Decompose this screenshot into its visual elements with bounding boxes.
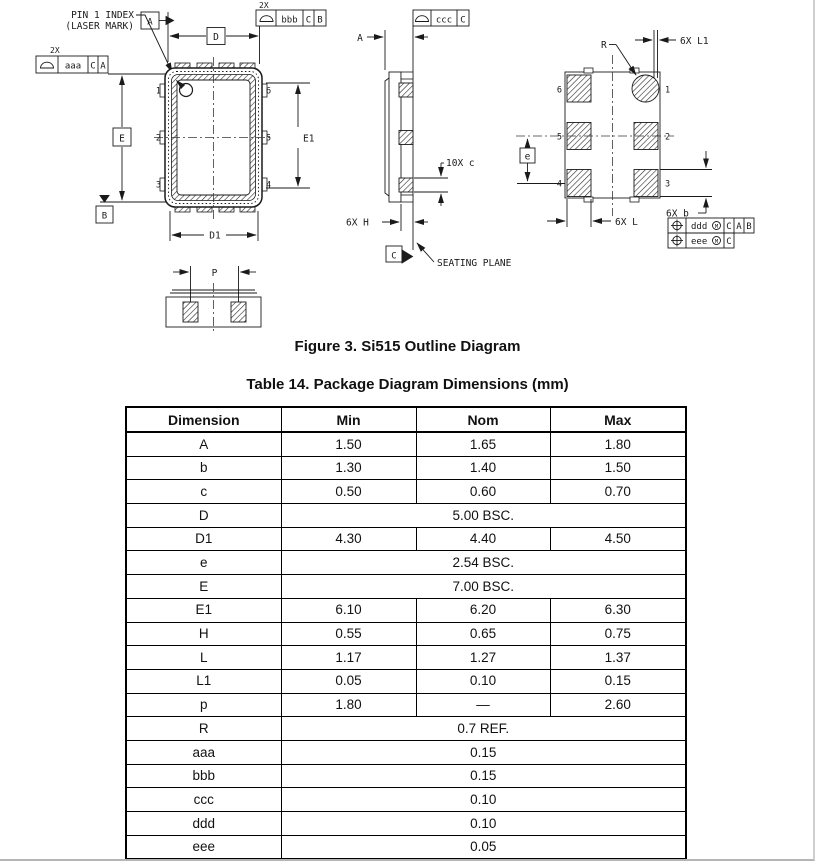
table-row: L1 0.05 0.10 0.15 (126, 669, 686, 693)
fcf-ddd-ref2: A (736, 222, 742, 232)
outline-diagram (0, 0, 815, 340)
mmc-m: M (714, 224, 719, 230)
dim-r-label: R (601, 40, 607, 51)
table-row: p 1.80 — 2.60 (126, 693, 686, 717)
datum-a-label: A (147, 17, 153, 28)
pin-number: 2 (155, 133, 161, 144)
mmc-m: M (714, 239, 719, 245)
datum-b-arrow (100, 196, 109, 203)
pin-number: 4 (556, 179, 562, 190)
pad (567, 170, 591, 197)
fcf-ccc-ref1: C (460, 15, 466, 26)
dim-h-label: 6X H (346, 217, 369, 229)
pin-number: 3 (155, 180, 161, 191)
fcf-eee-frame (668, 233, 734, 248)
fcf-eee-ref1: C (726, 237, 732, 247)
table-row: D 5.00 BSC. (126, 504, 686, 528)
dimensions-table (125, 406, 687, 860)
profile-symbol-icon (41, 62, 54, 68)
table-row: bbb 0.15 (126, 764, 686, 788)
table-row: e 2.54 BSC. (126, 551, 686, 575)
profile-symbol-icon (416, 16, 429, 22)
fcf-aaa-ref2: A (100, 61, 106, 72)
front-pad (183, 302, 198, 322)
table-header-row (126, 407, 686, 432)
table-row: A 1.50 1.65 1.80 (126, 432, 686, 456)
bottom-view (516, 30, 754, 248)
fcf-ddd-tol: ddd (691, 222, 708, 232)
front-view (166, 266, 261, 333)
fcf-ddd-ref3: B (746, 222, 752, 232)
dim-l1-label: 6X L1 (680, 36, 709, 47)
col-header-nom: Nom (416, 407, 550, 432)
pin-number: 6 (266, 86, 272, 97)
seating-plane-label: SEATING PLANE (437, 258, 512, 269)
table-row: eee 0.05 (126, 835, 686, 859)
datum-a-arrow (166, 17, 174, 25)
dim-a-label: A (357, 33, 363, 44)
side-pad (399, 178, 413, 192)
pin-number: 1 (155, 86, 161, 97)
pin-number: 1 (665, 85, 671, 96)
table-row: b 1.30 1.40 1.50 (126, 456, 686, 480)
fcf-ddd-frame (668, 218, 754, 233)
front-pad (231, 302, 246, 322)
table-row: aaa 0.15 (126, 740, 686, 764)
fcf-bbb-ref2: B (317, 15, 323, 26)
dim-c-label: 10X c (446, 158, 475, 169)
fcf-ddd-ref1: C (726, 222, 732, 232)
dim-p-label: P (211, 268, 218, 279)
pin-number: 3 (665, 179, 671, 190)
pad (634, 170, 658, 197)
qty-2x-bbb: 2X (259, 1, 269, 10)
fcf-bbb-ref1: C (305, 15, 312, 26)
dim-b-label: 6X b (666, 208, 689, 220)
fcf-aaa-tol: aaa (64, 61, 82, 72)
pin1-note2: (LASER MARK) (65, 21, 134, 32)
table-row: D1 4.30 4.40 4.50 (126, 527, 686, 551)
fcf-aaa-ref1: C (90, 61, 96, 72)
datum-c-label: C (391, 251, 397, 262)
pin-number: 5 (556, 132, 562, 143)
dim-e1-label: E1 (303, 133, 315, 145)
qty-2x-aaa: 2X (50, 46, 60, 55)
datum-c-arrow (402, 250, 413, 263)
table-row: ccc 0.10 (126, 788, 686, 812)
pin1-note: PIN 1 INDEX (71, 10, 134, 21)
table-row: L 1.17 1.27 1.37 (126, 646, 686, 670)
col-header-max: Max (550, 407, 686, 432)
table-row: H 0.55 0.65 0.75 (126, 622, 686, 646)
side-view (346, 10, 512, 269)
figure-caption: Figure 3. Si515 Outline Diagram (294, 338, 521, 355)
side-lid (385, 78, 389, 196)
table-title: Table 14. Package Diagram Dimensions (mm) (246, 376, 569, 393)
pad-1-rounded (632, 75, 659, 102)
table-row: E 7.00 BSC. (126, 575, 686, 599)
table-row: c 0.50 0.60 0.70 (126, 480, 686, 504)
datum-b-label: B (101, 211, 108, 222)
side-pad (399, 131, 413, 145)
table-row: ddd 0.10 (126, 812, 686, 836)
dim-e-label: E (119, 133, 125, 145)
dim-l-label: 6X L (615, 217, 638, 228)
profile-symbol-icon (260, 16, 273, 22)
pin-number: 4 (266, 180, 272, 191)
fcf-bbb-tol: bbb (281, 15, 298, 26)
pin-number: 6 (556, 85, 562, 96)
fcf-eee-tol: eee (691, 237, 708, 247)
pin-number: 2 (665, 132, 671, 143)
fcf-ccc-tol: ccc (435, 15, 453, 26)
dim-d-label: D (213, 32, 219, 43)
top-view (36, 1, 326, 242)
table-row: E1 6.10 6.20 6.30 (126, 598, 686, 622)
pin-number: 5 (266, 133, 272, 144)
col-header-min: Min (281, 407, 416, 432)
pad (567, 75, 591, 102)
col-header-dimension: Dimension (126, 407, 281, 432)
side-pad (399, 83, 413, 97)
dim-d1-label: D1 (209, 230, 221, 242)
table-row: R 0.7 REF. (126, 717, 686, 741)
dim-e-pitch-label: e (524, 151, 531, 163)
